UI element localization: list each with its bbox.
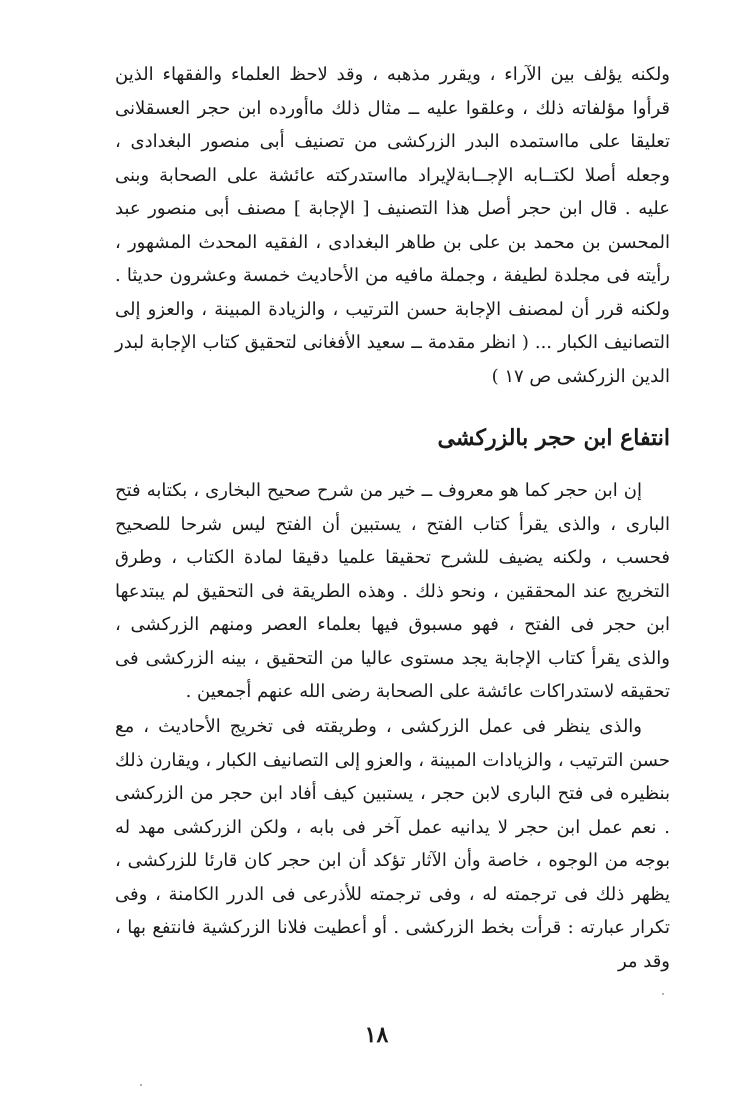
scan-speck: [140, 1084, 142, 1086]
body-section-1: [115, 474, 670, 709]
scan-speck: [662, 993, 664, 995]
paragraph-comparison: والذى ينظر فى عمل الزركشى ، وطريقته فى تخريج الأحاديث ، مع حسن الترتيب ، والزيادات المبينة ، والعزو إلى التصانيف الكبار ، ويقارن ذلك بنظيره فى فتح البارى لابن حجر ، يستبين كيف أفاد ابن حجر من الزركشى . نعم عمل ابن حجر لا يدانيه عمل آخر فى بابه ، ولكن الزركشى مهد له بوجه من الوجوه ، خاصة وأن الآثار تؤكد أن ابن حجر كان قارئا للزركشى ، يظهر ذلك فى ترجمته له ، وفى ترجمته للأذرعى فى الدرر الكامنة ، وفى تكرار عبارته : قرأت بخط الزركشى . أو أعطيت فلانا الزركشية فانتفع بها ، وقد مر: [115, 716, 670, 972]
section-heading: انتفاع ابن حجر بالزركشى: [437, 425, 670, 451]
paragraph-intro: ولكنه يؤلف بين الآراء ، ويقرر مذهبه ، وقد لاحظ العلماء والفقهاء الذين قرأوا مؤلفاته ذلك ، وعلقوا عليه ــ مثال ذلك ماأورده ابن حجر العسقلانى تعليقا على مااستمده البدر الزركشى من تصنيف أبى منصور البغدادى ، وجعله أصلا لكتــابه الإجــابةلإيراد مااستدركته عائشة على الصحابة وبنى عليه . قال ابن حجر أصل هذا التصنيف [ الإجابة ] مصنف أبى منصور عبد المحسن بن محمد بن على بن طاهر البغدادى ، الفقيه المحدث المشهور ، رأيته فى مجلدة لطيفة ، وجملة مافيه من الأحاديث خمسة وعشرون حديثا . ولكنه قرر أن لمصنف الإجابة حسن الترتيب ، والزيادة المبينة ، والعزو إلى التصانيف الكبار ... ( انظر مقدمة ــ سعيد الأفغانى لتحقيق كتاب الإجابة لبدر الدين الزركشى ص ١٧ ): [115, 64, 670, 387]
intro-section: [115, 58, 670, 393]
page-number: ١٨: [364, 1022, 389, 1048]
body-section-2: [115, 710, 670, 978]
paragraph-ibn-hajar: إن ابن حجر كما هو معروف ــ خير من شرح صحيح البخارى ، بكتابه فتح البارى ، والذى يقرأ كتاب الفتح ، يستبين أن الفتح ليس شرحا للصحيح فحسب ، ولكنه يضيف للشرح تحقيقا علميا دقيقا لمادة الكتاب ، وطرق التخريج عند المحققين ، ونحو ذلك . وهذه الطريقة فى التحقيق لم يبتدعها ابن حجر فى الفتح ، فهو مسبوق فيها بعلماء العصر ومنهم الزركشى ، والذى يقرأ كتاب الإجابة يجد مستوى عاليا من التحقيق ، بينه الزركشى فى تحقيقه لاستدراكات عائشة على الصحابة رضى الله عنهم أجمعين .: [115, 480, 670, 702]
